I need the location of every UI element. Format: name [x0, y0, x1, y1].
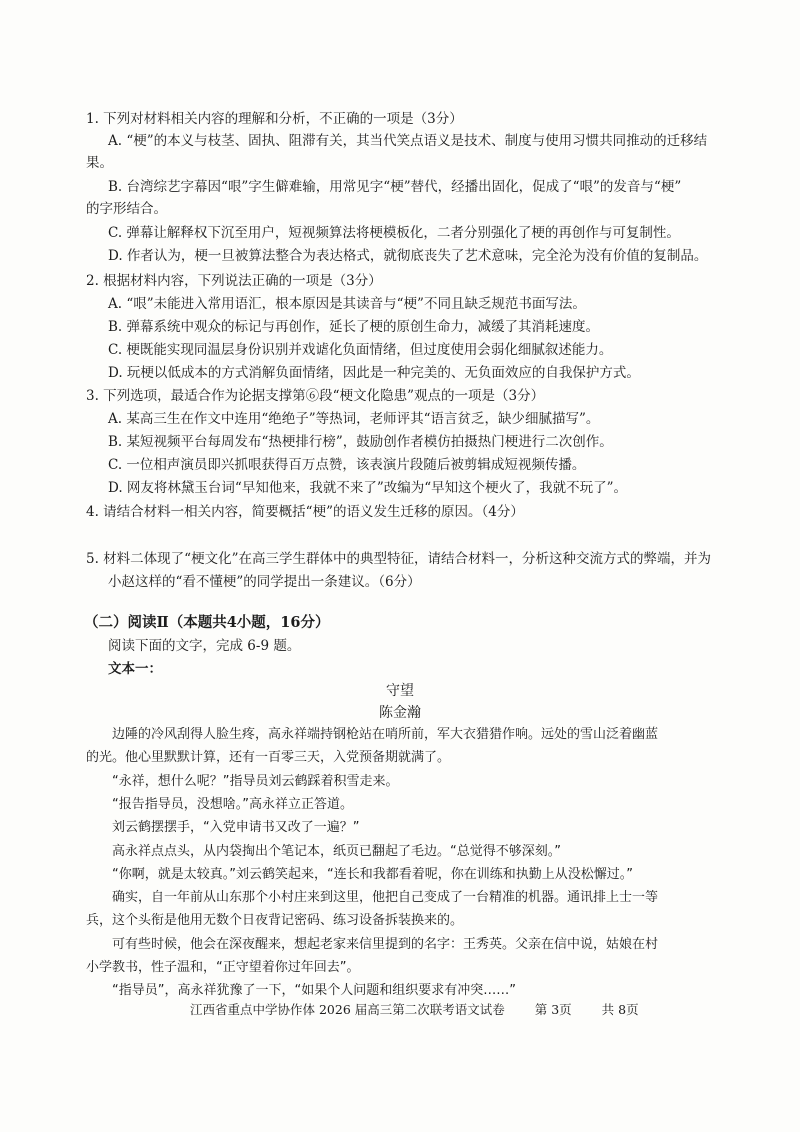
question-3-option-b: B. 某短视频平台每周发布“热梗排行榜”，鼓励创作者模仿拍摄热门梗进行二次创作。 — [108, 434, 613, 450]
footer-total-pages: 共 8页 — [601, 1002, 639, 1017]
question-3-option-c: C. 一位相声演员即兴抓哏获得百万点赞，该表演片段随后被剪辑成短视频传播。 — [108, 457, 586, 473]
story-line: 确实，自一年前从山东那个小村庄来到这里，他把自己变成了一台精准的机器。通讯排上士一等 — [112, 890, 659, 906]
section-instruction: 阅读下面的文字，完成 6-9 题。 — [108, 638, 301, 654]
question-2-option-b: B. 弹幕系统中观众的标记与再创作，延长了梗的原创生命力，减缓了其消耗速度。 — [108, 319, 600, 335]
section-heading: （二）阅读Ⅱ（本题共4小题，16分） — [84, 614, 330, 631]
story-line: 可有些时候，他会在深夜醒来，想起老家来信里提到的名字：王秀英。父亲在信中说，姑娘在村 — [112, 936, 659, 952]
question-4-stem: 4. 请结合材料一相关内容，简要概括“梗”的语义发生迁移的原因。（4分） — [86, 504, 524, 520]
question-1-option-a: A. “梗”的本义与枝茎、固执、阻滞有关，其当代笑点语义是技术、制度与使用习惯共同推动的迁移结 — [108, 133, 708, 149]
question-2-option-c: C. 梗既能实现同温层身份识别并戏谑化负面情绪，但过度使用会弱化细腻叙述能力。 — [108, 342, 613, 358]
text-label: 文本一： — [108, 661, 162, 677]
page-footer — [190, 1000, 665, 1020]
story-author: 陈金瀚 — [379, 705, 421, 721]
story-line: 兵，这个头衔是他用无数个日夜背记密码、练习设备拆装换来的。 — [86, 913, 464, 929]
story-line: 边陲的冷风刮得人脸生疼，高永祥端持钢枪站在哨所前，军大衣猎猎作响。远处的雪山泛着幽蓝 — [112, 727, 659, 742]
story-line: 的光。他心里默默计算，还有一百零三天，入党预备期就满了。 — [86, 750, 451, 766]
question-2-option-a: A. “哏”未能进入常用语汇，根本原因是其读音与“梗”不同且缺乏规范书面写法。 — [108, 296, 586, 312]
question-3-stem: 3. 下列选项，最适合作为论据支撑第⑥段“梗文化隐患”观点的一项是（3分） — [86, 388, 545, 404]
question-1-option-c: C. 弹幕让解释权下沉至用户，短视频算法将梗模板化，二者分别强化了梗的再创作与可复制性。 — [108, 225, 680, 241]
story-line: “永祥，想什么呢？”指导员刘云鹤踩着积雪走来。 — [112, 773, 399, 789]
question-2-stem: 2. 根据材料内容，下列说法正确的一项是（3分） — [86, 273, 382, 289]
story-line: “报告指导员，没想啥。”高永祥立正答道。 — [112, 796, 353, 812]
footer-exam-title: 江西省重点中学协作体 2026 届高三第二次联考语文试卷 — [190, 1002, 505, 1017]
question-1-option-d: D. 作者认为，梗一旦被算法整合为表达格式，就彻底丧失了艺术意味，完全沦为没有价值的复制品。 — [108, 248, 708, 264]
question-1-stem: 1. 下列对材料相关内容的理解和分析，不正确的一项是（3分） — [86, 111, 463, 127]
story-line: “指导员”，高永祥犹豫了一下，“如果个人问题和组织要求有冲突……” — [112, 983, 516, 999]
question-1-option-b: B. 台湾综艺字幕因“哏”字生僻难输，用常见字“梗”替代，经播出固化，促成了“哏”的发音与“梗” — [108, 179, 682, 195]
question-2-option-d: D. 玩梗以低成本的方式消解负面情绪，因此是一种完美的、无负面效应的自我保护方式。 — [108, 365, 640, 381]
question-1-option-a-cont: 果。 — [86, 155, 113, 171]
story-line: 刘云鹤摆摆手，“入党申请书又改了一遍？” — [112, 820, 360, 836]
question-5-stem: 5. 材料二体现了“梗文化”在高三学生群体中的典型特征，请结合材料一，分析这种交流方式的弊端，并为 — [86, 551, 711, 567]
question-3-option-d: D. 网友将林黛玉台词“早知他来，我就不来了”改编为“早知这个梗火了，我就不玩了”。 — [108, 480, 628, 496]
story-line: “你啊，就是太较真。”刘云鹤笑起来，“连长和我都看着呢，你在训练和执勤上从没松懈过。” — [112, 866, 633, 882]
question-5-stem-cont: 小赵这样的“看不懂梗”的同学提出一条建议。（6分） — [108, 574, 421, 590]
story-title: 守望 — [386, 683, 414, 699]
story-line: 高永祥点点头，从内袋掏出个笔记本，纸页已翻起了毛边。“总觉得不够深刻。” — [112, 843, 561, 859]
question-3-option-a: A. 某高三生在作文中连用“绝绝子”等热词，老师评其“语言贫乏，缺少细腻描写”。 — [108, 411, 600, 427]
footer-page-number: 第 3页 — [534, 1002, 572, 1017]
question-1-option-b-cont: 的字形结合。 — [86, 201, 167, 217]
story-line: 小学教书，性子温和，“正守望着你过年回去”。 — [86, 960, 360, 975]
